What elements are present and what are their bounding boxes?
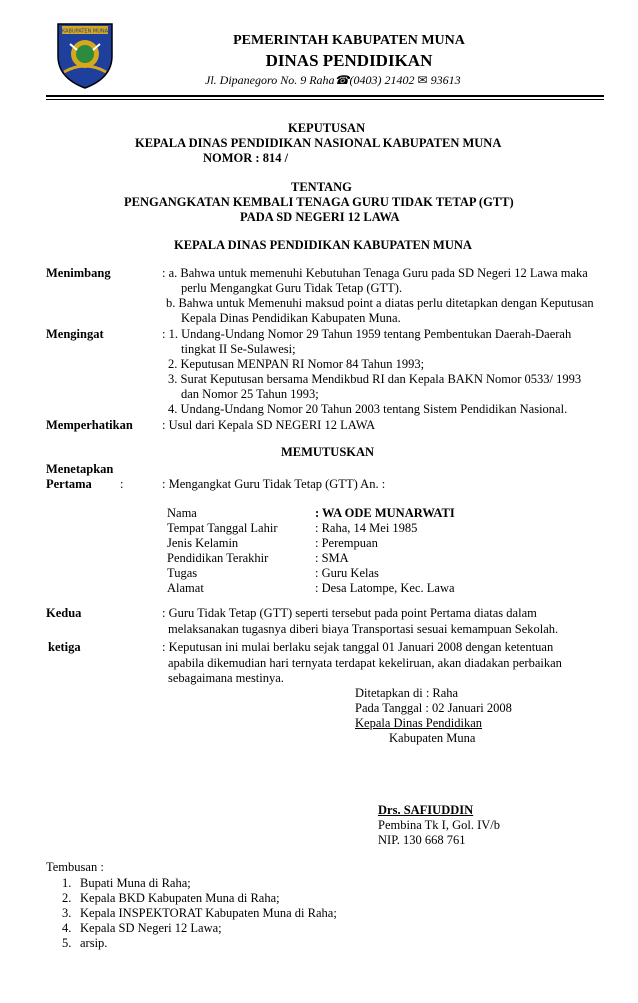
phone-icon: ☎ <box>334 73 350 87</box>
identitas-value: : Perempuan <box>315 536 378 550</box>
identitas-value: : Desa Latompe, Kec. Lawa <box>315 581 455 595</box>
signatory-name: Drs. SAFIUDDIN <box>378 803 474 817</box>
identitas-value: : SMA <box>315 551 349 565</box>
pertama-colon: : <box>120 477 124 491</box>
identitas-row <box>167 536 455 551</box>
list-item <box>62 921 337 936</box>
menimbang-a2: perlu Mengangkat Guru Tidak Tetap (GTT). <box>181 281 403 295</box>
identitas-key: Jenis Kelamin <box>167 536 239 550</box>
list-text: Kepala SD Negeri 12 Lawa; <box>80 921 222 935</box>
identitas-row <box>167 551 455 566</box>
title-kepala: KEPALA DINAS PENDIDIKAN NASIONAL KABUPATEN MUNA <box>135 136 502 150</box>
list-number: 2. <box>62 891 72 905</box>
ditetapkan-di: Ditetapkan di : Raha <box>355 686 459 700</box>
signatory-position: Kepala Dinas Pendidikan <box>355 716 483 730</box>
list-text: arsip. <box>80 936 108 950</box>
title-nomor: NOMOR : 814 / <box>203 151 289 165</box>
memutuskan-heading: MEMUTUSKAN <box>281 445 375 459</box>
list-number: 4. <box>62 921 72 935</box>
menimbang-a1: : a. Bahwa untuk memenuhi Kebutuhan Tenaga Guru pada SD Negeri 12 Lawa maka <box>162 266 588 280</box>
kedua-line2: melaksanakan tugasnya diberi biaya Transportasi sesuai kemampuan Sekolah. <box>168 622 559 636</box>
mengingat-label: Mengingat <box>46 327 104 341</box>
list-number: 3. <box>62 906 72 920</box>
kedua-line1: : Guru Tidak Tetap (GTT) seperti tersebut pada point Pertama diatas dalam <box>162 606 537 620</box>
identitas-key: Alamat <box>167 581 204 595</box>
menimbang-label: Menimbang <box>46 266 111 280</box>
signatory-regency: Kabupaten Muna <box>389 731 476 745</box>
menimbang-b2: Kepala Dinas Pendidikan Kabupaten Muna. <box>181 311 401 325</box>
tembusan-label: Tembusan : <box>46 860 104 874</box>
title-subject-2: PADA SD NEGERI 12 LAWA <box>240 210 400 224</box>
identitas-key: Tempat Tanggal Lahir <box>167 521 278 535</box>
header-divider-thin <box>46 99 604 100</box>
pertama-text: : Mengangkat Guru Tidak Tetap (GTT) An. : <box>162 477 386 491</box>
menetapkan-label: Menetapkan <box>46 462 114 476</box>
header-line2: DINAS PENDIDIKAN <box>265 51 433 70</box>
header-phone: (0403) 21402 <box>349 73 415 87</box>
header-address-line <box>205 73 461 88</box>
list-item <box>62 891 337 906</box>
tembusan-list <box>62 876 337 951</box>
ketiga-label: ketiga <box>48 640 81 654</box>
signatory-rank: Pembina Tk I, Gol. IV/b <box>378 818 500 832</box>
mengingat-1b: tingkat II Se-Sulawesi; <box>181 342 296 356</box>
memperhatikan-text: : Usul dari Kepala SD NEGERI 12 LAWA <box>162 418 376 432</box>
kedua-label: Kedua <box>46 606 82 620</box>
identitas-row <box>167 521 455 536</box>
identitas-key: Nama <box>167 506 197 520</box>
list-item <box>62 936 337 951</box>
mengingat-2: 2. Keputusan MENPAN RI Nomor 84 Tahun 1993; <box>168 357 425 371</box>
menimbang-b1: b. Bahwa untuk Memenuhi maksud point a diatas perlu ditetapkan dengan Keputusan <box>166 296 594 310</box>
ketiga-line1: : Keputusan ini mulai berlaku sejak tanggal 01 Januari 2008 dengan ketentuan <box>162 640 554 654</box>
header-address: Jl. Dipanegoro No. 9 Raha <box>205 73 335 87</box>
list-item <box>62 906 337 921</box>
identitas-value: : Guru Kelas <box>315 566 379 580</box>
mengingat-3a: 3. Surat Keputusan bersama Mendikbud RI dan Kepala BAKN Nomor 0533/ 1993 <box>168 372 582 386</box>
title-issuer: KEPALA DINAS PENDIDIKAN KABUPATEN MUNA <box>174 238 472 252</box>
identitas-row <box>167 506 455 521</box>
title-tentang: TENTANG <box>291 180 352 194</box>
list-item <box>62 876 337 891</box>
header-divider-thick <box>46 95 604 97</box>
mail-icon: ✉ <box>417 73 428 87</box>
identitas-key: Pendidikan Terakhir <box>167 551 269 565</box>
ketiga-line3: sebagaimana mestinya. <box>168 671 284 685</box>
identitas-row <box>167 581 455 596</box>
list-number: 5. <box>62 936 72 950</box>
pada-tanggal: Pada Tanggal : 02 Januari 2008 <box>355 701 512 715</box>
list-number: 1. <box>62 876 72 890</box>
identitas-value: : Raha, 14 Mei 1985 <box>315 521 418 535</box>
list-text: Kepala INSPEKTORAT Kabupaten Muna di Raha; <box>80 906 337 920</box>
list-text: Bupati Muna di Raha; <box>80 876 191 890</box>
signatory-nip: NIP. 130 668 761 <box>378 833 466 847</box>
identitas-table <box>167 506 455 596</box>
header-line1: PEMERINTAH KABUPATEN MUNA <box>233 33 465 48</box>
mengingat-1a: : 1. Undang-Undang Nomor 29 Tahun 1959 tentang Pembentukan Daerah-Daerah <box>162 327 572 341</box>
list-text: Kepala BKD Kabupaten Muna di Raha; <box>80 891 280 905</box>
mengingat-3b: dan Nomor 25 Tahun 1993; <box>181 387 319 401</box>
identitas-key: Tugas <box>167 566 198 580</box>
identitas-value: : WA ODE MUNARWATI <box>315 506 455 520</box>
title-subject-1: PENGANGKATAN KEMBALI TENAGA GURU TIDAK TETAP (GTT) <box>124 195 514 209</box>
pertama-label: Pertama <box>46 477 92 491</box>
memperhatikan-label: Memperhatikan <box>46 418 133 432</box>
ketiga-line2: apabila dikemudian hari ternyata terdapat kekeliruan, akan diadakan perbaikan <box>168 656 562 670</box>
title-keputusan: KEPUTUSAN <box>288 121 366 135</box>
identitas-row <box>167 566 455 581</box>
header-government <box>0 33 638 49</box>
emblem-text: KABUPATEN MUNA <box>61 28 109 35</box>
header-pobox: 93613 <box>430 73 461 87</box>
header-agency <box>0 51 638 71</box>
mengingat-4: 4. Undang-Undang Nomor 20 Tahun 2003 tentang Sistem Pendidikan Nasional. <box>168 402 568 416</box>
